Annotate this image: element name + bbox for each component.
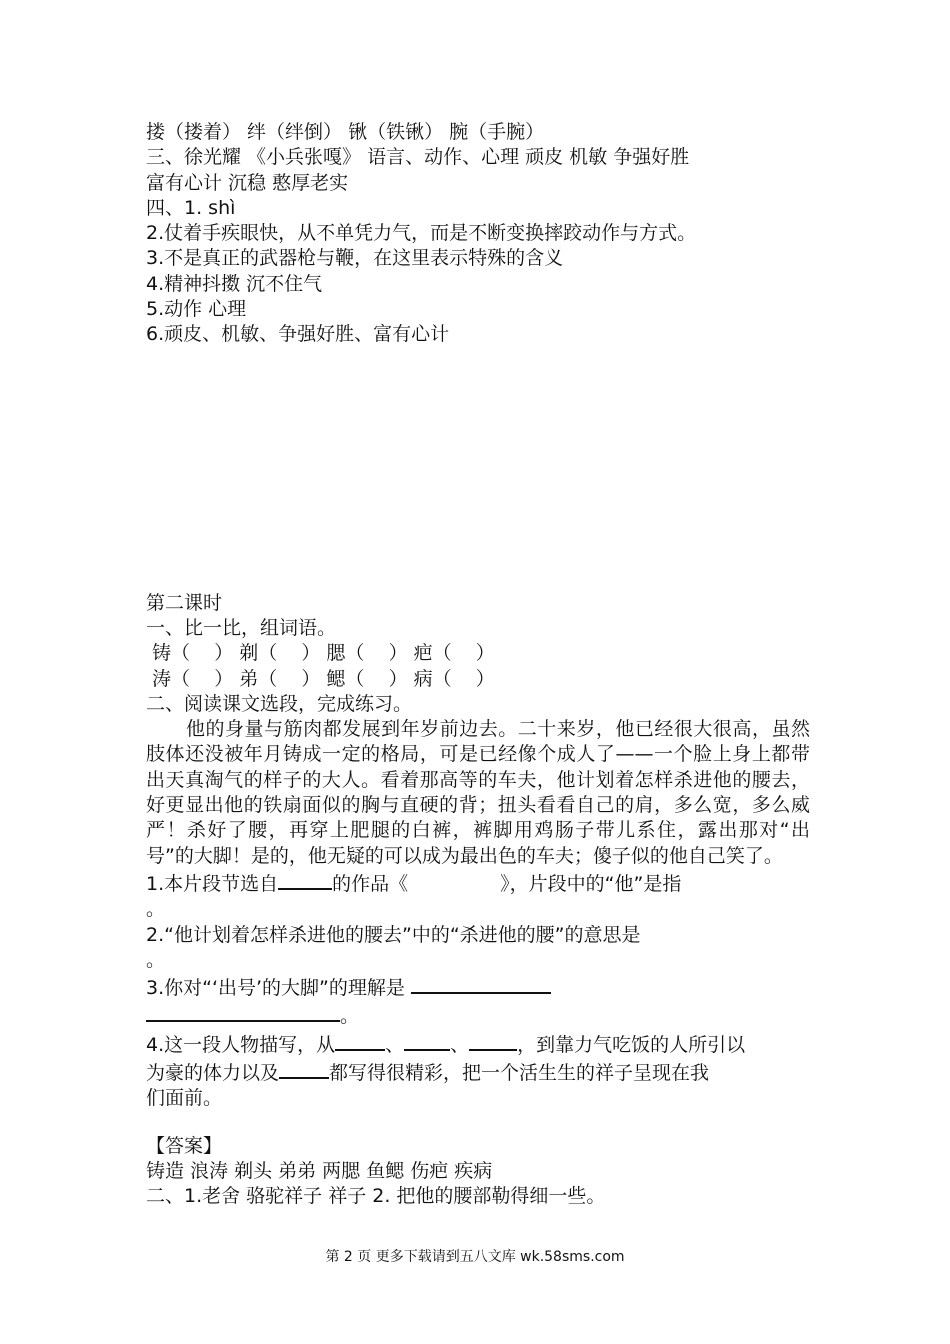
answer-line: 4.精神抖擞 沉不住气 xyxy=(146,272,323,295)
fill-blank[interactable] xyxy=(469,1030,517,1051)
answer-heading: 【答案】 xyxy=(146,1134,223,1157)
exercise-1-end: 。 xyxy=(146,898,166,921)
fill-blank[interactable] xyxy=(278,869,332,890)
exercise-4 xyxy=(146,1030,810,1058)
exercise-3 xyxy=(146,973,810,1001)
exercise-text: 》，片段中的“他”是指 xyxy=(500,872,682,895)
lesson-title: 第二课时 xyxy=(146,591,223,614)
answer-line: 5.动作 心理 xyxy=(146,298,247,321)
question-heading: 二、阅读课文选段，完成练习。 xyxy=(146,692,413,715)
exercise-text: 、 xyxy=(450,1033,470,1056)
answer-line: 铸造 浪涛 剃头 弟弟 两腮 鱼鳃 伤疤 疾病 xyxy=(146,1159,493,1182)
exercise-text: 1.本片段节选自 xyxy=(146,872,279,895)
document-body xyxy=(146,120,810,1210)
exercise-4-cont xyxy=(146,1058,810,1086)
answer-line: 二、1.老舍 骆驼祥子 祥子 2. 把他的腰部勒得细一些。 xyxy=(146,1185,606,1208)
answer-line: 6.顽皮、机敏、争强好胜、富有心计 xyxy=(146,323,450,346)
fill-blank[interactable] xyxy=(411,973,551,994)
exercise-2-end: 。 xyxy=(146,948,166,971)
reading-passage: 他的身量与筋肉都发展到年岁前边去。二十来岁，他已经很大很高，虽然肢体还没被年月铸成一定的格局，可是已经像个成人了——一个脸上身上都带出天真淘气的样子的大人。看着那高等的车夫，他计划着怎样杀进他的腰去，好更显出他的铁扇面似的胸与直硬的背；扭头看看自己的肩，多么宽，多么威严！杀好了腰，再穿上肥腿的白裤，裤脚用鸡肠子带儿系住，露出那对“出号”的大脚！是的，他无疑的可以成为最出色的车夫；傻子似的他自己笑了。 xyxy=(146,718,810,867)
exercise-text: 。 xyxy=(340,1005,360,1028)
word-row: 涛（ ） 弟（ ） 鳃（ ） 病（ ） xyxy=(146,667,495,690)
exercise-text: 3.你对“‘出号’的大脚”的理解是 xyxy=(146,977,405,1000)
exercise-text: 为豪的体力以及 xyxy=(146,1062,280,1085)
answer-line: 三、徐光耀 《小兵张嘎》 语言、动作、心理 顽皮 机敏 争强好胜 xyxy=(146,146,690,169)
answer-line: 四、1. shì xyxy=(146,196,236,219)
answer-line: 2.仗着手疾眼快，从不单凭力气，而是不断变换摔跤动作与方式。 xyxy=(146,222,697,245)
exercise-3-cont xyxy=(146,1001,810,1029)
answer-line: 富有心计 沉稳 憨厚老实 xyxy=(146,171,349,194)
exercise-text: 都写得很精彩，把一个活生生的祥子呈现在我 xyxy=(329,1062,710,1085)
exercise-4-end: 们面前。 xyxy=(146,1087,223,1110)
exercise-2: 2.“他计划着怎样杀进他的腰去”中的“杀进他的腰”的意思是 xyxy=(146,923,641,946)
blank-space xyxy=(146,1112,810,1134)
answer-line: 3.不是真正的武器枪与鞭，在这里表示特殊的含义 xyxy=(146,247,564,270)
exercise-1 xyxy=(146,869,810,897)
fill-blank[interactable] xyxy=(335,1030,385,1051)
exercise-text: ，到靠力气吃饭的人所引以 xyxy=(517,1033,746,1056)
exercise-text: 4.这一段人物描写，从 xyxy=(146,1033,336,1056)
fill-blank[interactable] xyxy=(146,1001,340,1022)
exercise-text: 、 xyxy=(385,1033,405,1056)
answer-line: 搂（搂着） 绊（绊倒） 锹（铁锹） 腕（手腕） xyxy=(146,121,545,143)
word-row: 铸（ ） 剃（ ） 腮（ ） 疤（ ） xyxy=(146,642,495,665)
blank-space xyxy=(146,348,810,591)
page-footer: 第 2 页 更多下载请到五八文库 wk.58sms.com xyxy=(325,1249,625,1265)
fill-blank[interactable] xyxy=(279,1058,329,1079)
question-heading: 一、比一比，组词语。 xyxy=(146,616,337,639)
exercise-text: 的作品《 xyxy=(332,872,409,895)
fill-blank[interactable] xyxy=(404,1030,450,1051)
